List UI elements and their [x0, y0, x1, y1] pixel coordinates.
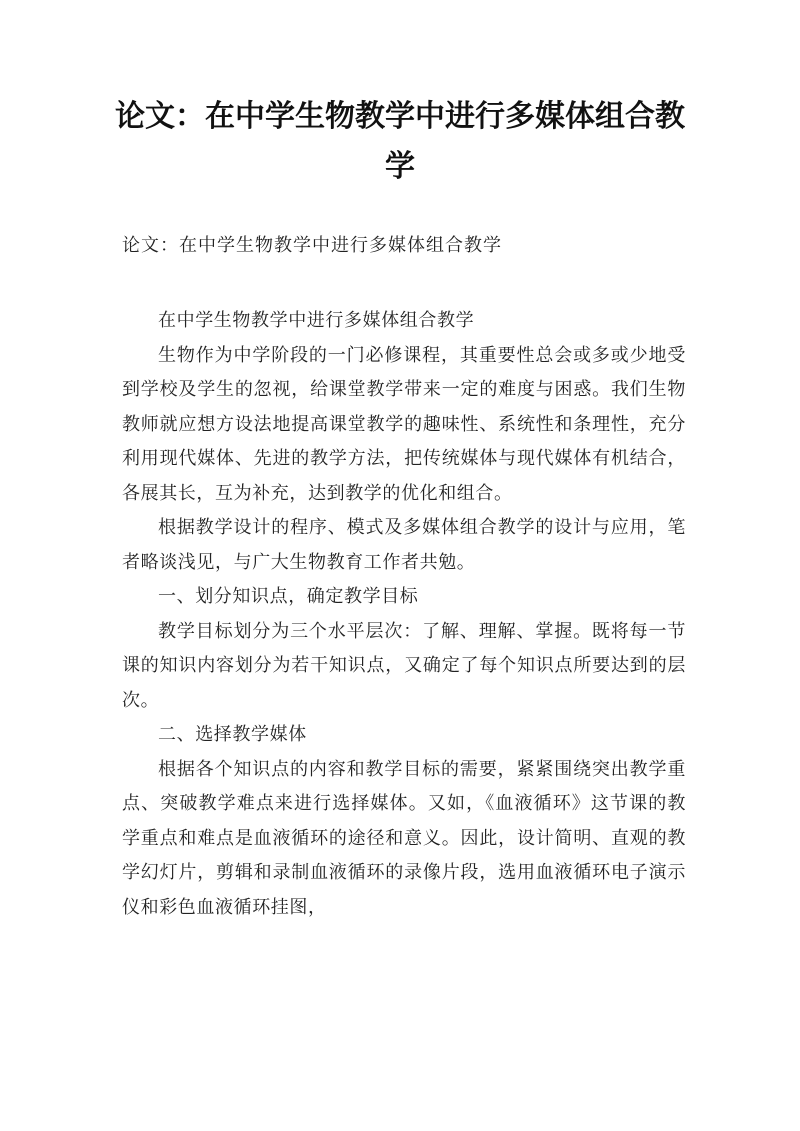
paragraph: 根据教学设计的程序、模式及多媒体组合教学的设计与应用，笔者略谈浅见，与广大生物教育工作者共勉。 — [122, 517, 686, 573]
section-heading: 二、选择教学媒体 — [158, 724, 307, 745]
document-title: 论文：在中学生物教学中进行多媒体组合教学 — [115, 99, 685, 184]
paragraph: 根据各个知识点的内容和教学目标的需要，紧紧围绕突出教学重点、突破教学难点来进行选择媒体。又如，《血液循环》这节课的教学重点和难点是血液循环的途径和意义。因此，设计简明、直观的教学幻灯片，剪辑和录制血液循环的录像片段，选用血液循环电子演示仪和彩色血液循环挂图， — [122, 758, 686, 918]
document-body — [122, 304, 686, 925]
section-heading: 一、划分知识点，确定教学目标 — [158, 586, 419, 607]
paragraph: 生物作为中学阶段的一门必修课程，其重要性总会或多或少地受到学校及学生的忽视，给课堂教学带来一定的难度与困惑。我们生物教师就应想方设法地提高课堂教学的趣味性、系统性和条理性，充分利用现代媒体、先进的教学方法，把传统媒体与现代媒体有机结合，各展其长，互为补充，达到教学的优化和组合。 — [122, 344, 686, 504]
document-subtitle: 论文：在中学生物教学中进行多媒体组合教学 — [122, 235, 502, 256]
paragraph: 教学目标划分为三个水平层次：了解、理解、掌握。既将每一节课的知识内容划分为若干知识点，又确定了每个知识点所要达到的层次。 — [122, 620, 686, 711]
section-heading: 在中学生物教学中进行多媒体组合教学 — [158, 310, 475, 331]
